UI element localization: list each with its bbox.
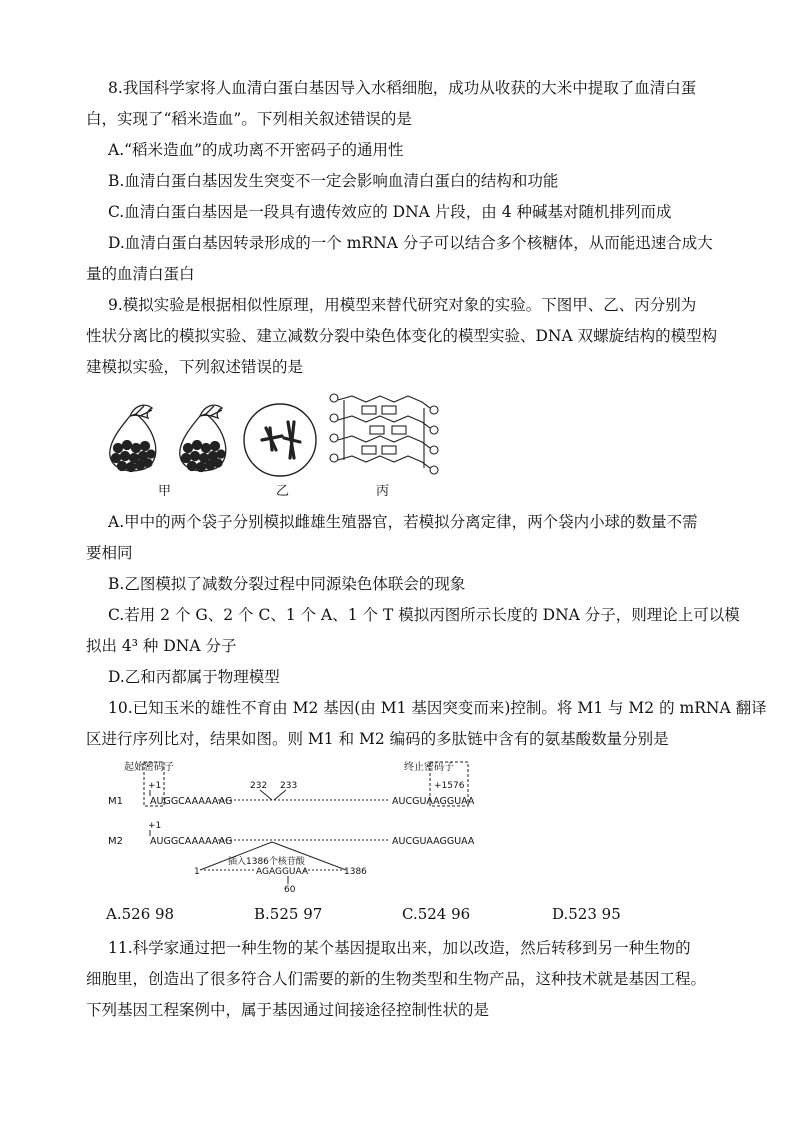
q10-stem-line1: 10.已知玉米的雄性不育由 M2 基因(由 M1 基因突变而来)控制。将 M1 与 M2 的 mRNA 翻译 — [108, 699, 767, 717]
pos232-label: 232 — [250, 781, 268, 791]
q10-option-d: D.523 95 — [552, 905, 621, 923]
q9-option-d: D.乙和丙都属于物理模型 — [108, 668, 280, 686]
start-codon-label: 起始密码子 — [124, 762, 174, 773]
q9-stem-line1: 9.模拟实验是根据相似性原理，用模型来替代研究对象的实验。下图甲、乙、丙分别为 — [108, 296, 697, 314]
q9-option-a-line2: 要相同 — [86, 544, 133, 562]
cell-chromosome-icon — [244, 404, 316, 476]
q9-option-c-line2: 拟出 4³ 种 DNA 分子 — [86, 637, 237, 655]
q8-option-b: B.血清白蛋白基因发生突变不一定会影响血清白蛋白的结构和功能 — [108, 172, 559, 190]
m2-seq-start: AUGGCAAAAAAG — [150, 836, 233, 847]
bag-right-icon — [180, 405, 226, 471]
q10-option-c: C.524 96 — [402, 905, 471, 923]
insert-label: 插入1386个核苷酸 — [228, 857, 305, 867]
m2-seq-end: AUCGUAAGGUAA — [392, 836, 475, 847]
q9-option-b: B.乙图模拟了减数分裂过程中同源染色体联会的现象 — [108, 575, 466, 593]
q8-stem-line1: 8.我国科学家将人血清白蛋白基因导入水稻细胞，成功从收获的大米中提取了血清白蛋 — [108, 79, 697, 97]
q11-stem-line3: 下列基因工程案例中，属于基因通过间接途径控制性状的是 — [86, 1001, 490, 1019]
q10-stem-line2: 区进行序列比对，结果如图。则 M1 和 M2 编码的多肽链中含有的氨基酸数量分别是 — [86, 730, 669, 748]
q9-stem-line2: 性状分离比的模拟实验、建立减数分裂中染色体变化的模型实验、DNA 双螺旋结构的模型构 — [86, 327, 718, 345]
stop-codon-label: 终止密码子 — [404, 762, 454, 773]
q11-stem-line1: 11.科学家通过把一种生物的某个基因提取出来，加以改造，然后转移到另一种生物的 — [108, 939, 691, 957]
q11-stem-line2: 细胞里，创造出了很多符合人们需要的新的生物类型和生物产品，这种技术就是基因工程。 — [86, 970, 707, 988]
q10-option-b: B.525 97 — [254, 905, 323, 923]
q8-stem-line2: 白，实现了“稻米造血”。下列相关叙述错误的是 — [86, 110, 412, 128]
m1-label: M1 — [108, 796, 123, 807]
plus1576-label: +1576 — [434, 781, 465, 791]
insert-seq: AGAGGUAA — [256, 867, 309, 877]
q9-option-c-line1: C.若用 2 个 G、2 个 C、1 个 A、1 个 T 模拟丙图所示长度的 DNA 分子，则理论上可以模 — [108, 606, 740, 624]
q9-option-a-line1: A.甲中的两个袋子分别模拟雌雄生殖器官，若模拟分离定律，两个袋内小球的数量不需 — [108, 513, 698, 531]
q8-option-d-line1: D.血清白蛋白基因转录形成的一个 mRNA 分子可以结合多个核糖体，从而能迅速合成大 — [108, 234, 713, 252]
dna-ladder-icon — [330, 394, 438, 474]
m1-seq-start: AUGGCAAAAAAG — [150, 796, 233, 807]
fig-label-jia: 甲 — [158, 484, 172, 499]
fig-label-bing: 丙 — [376, 484, 390, 499]
q10-option-a: A.526 98 — [106, 905, 175, 923]
q10-options — [106, 905, 706, 927]
m2-plus1: +1 — [148, 821, 162, 831]
q8-option-d-line2: 量的血清白蛋白 — [86, 265, 195, 283]
pos233-label: 233 — [280, 781, 298, 791]
q9-stem-line3: 建模拟实验，下列叙述错误的是 — [86, 358, 304, 376]
q8-option-a: A.“稻米造血”的成功离不开密码子的通用性 — [108, 141, 404, 159]
q8-option-c: C.血清白蛋白基因是一段具有遗传效应的 DNA 片段，由 4 种碱基对随机排列而成 — [108, 203, 672, 221]
m1-seq-end: AUCGUAAGGUAA — [392, 796, 475, 807]
bag-left-icon — [110, 405, 156, 471]
insert-end: 1386 — [344, 867, 367, 877]
m1-plus1: +1 — [148, 781, 162, 791]
q10-sequence-figure — [100, 758, 480, 898]
m2-label: M2 — [108, 836, 123, 847]
insert-start: 1 — [194, 867, 200, 877]
pos60-label: 60 — [284, 885, 296, 895]
fig-label-yi: 乙 — [276, 484, 290, 499]
q9-model-figure — [100, 388, 450, 498]
